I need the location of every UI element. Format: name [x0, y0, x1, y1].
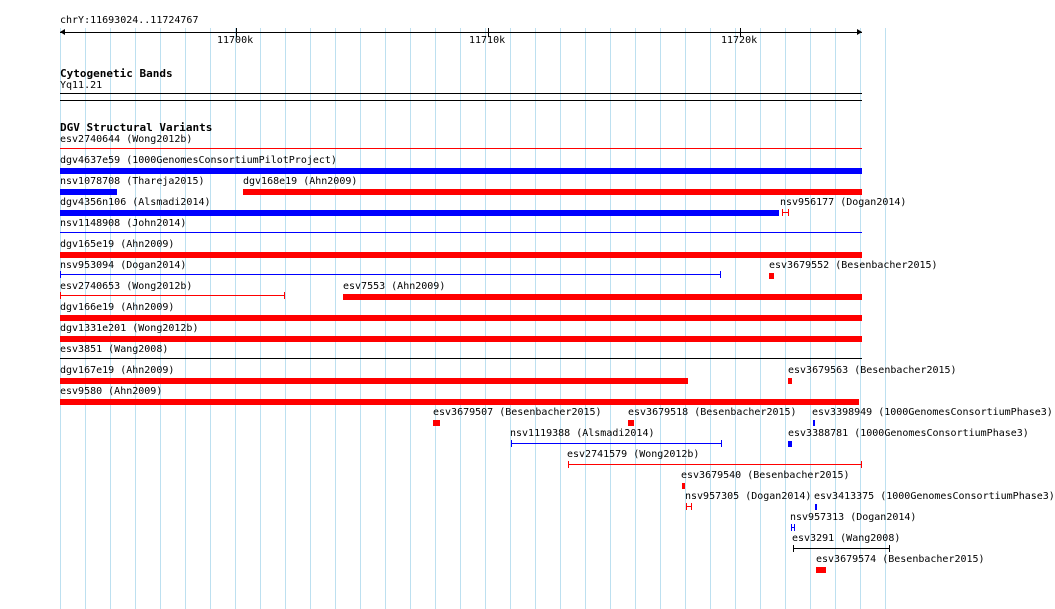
- variant-label[interactable]: esv9580 (Ahn2009): [60, 386, 163, 397]
- variant-label[interactable]: esv3679540 (Besenbacher2015): [681, 470, 850, 481]
- variant-label[interactable]: esv3679507 (Besenbacher2015): [433, 407, 602, 418]
- variant-end-cap: [60, 292, 61, 299]
- variant-label[interactable]: dgv167e19 (Ahn2009): [60, 365, 175, 376]
- variant-glyph[interactable]: [60, 168, 862, 174]
- variant-glyph[interactable]: [816, 567, 826, 573]
- variant-label[interactable]: esv7553 (Ahn2009): [343, 281, 446, 292]
- ruler-left-arrow: [60, 29, 65, 35]
- variant-label[interactable]: esv3679574 (Besenbacher2015): [816, 554, 985, 565]
- variant-label[interactable]: dgv1331e201 (Wong2012b): [60, 323, 199, 334]
- variant-glyph[interactable]: [568, 464, 862, 465]
- variant-end-cap: [721, 440, 722, 447]
- variant-label[interactable]: esv2741579 (Wong2012b): [567, 449, 700, 460]
- variant-label[interactable]: nsv1148908 (John2014): [60, 218, 187, 229]
- ruler-tick-label: 11710k: [469, 35, 506, 46]
- variant-glyph[interactable]: [60, 252, 862, 258]
- variant-glyph[interactable]: [815, 504, 817, 510]
- variant-label[interactable]: nsv957305 (Dogan2014): [685, 491, 812, 502]
- variant-glyph[interactable]: [343, 294, 862, 300]
- variant-glyph[interactable]: [60, 274, 721, 275]
- variant-glyph[interactable]: [628, 420, 634, 426]
- variant-glyph[interactable]: [60, 378, 688, 384]
- variant-glyph[interactable]: [60, 189, 117, 195]
- variant-label[interactable]: esv3851 (Wang2008): [60, 344, 169, 355]
- variant-glyph[interactable]: [60, 210, 779, 216]
- ruler-range-label: chrY:11693024..11724767: [60, 15, 199, 26]
- variant-label[interactable]: esv2740644 (Wong2012b): [60, 134, 193, 145]
- variant-glyph[interactable]: [60, 232, 862, 233]
- variant-label[interactable]: esv3398949 (1000GenomesConsortiumPhase3): [812, 407, 1053, 418]
- variant-label[interactable]: esv3413375 (1000GenomesConsortiumPhase3): [814, 491, 1055, 502]
- variant-end-cap: [793, 545, 794, 552]
- variant-glyph[interactable]: [243, 189, 862, 195]
- ruler-tick-label: 11720k: [721, 35, 758, 46]
- ruler-tick-label: 11700k: [217, 35, 254, 46]
- variant-glyph[interactable]: [60, 399, 859, 405]
- variant-end-cap: [691, 503, 692, 510]
- variant-label[interactable]: dgv165e19 (Ahn2009): [60, 239, 175, 250]
- variant-end-cap: [889, 545, 890, 552]
- variant-label[interactable]: dgv168e19 (Ahn2009): [243, 176, 358, 187]
- variant-end-cap: [782, 209, 783, 216]
- variant-glyph[interactable]: [60, 358, 862, 359]
- variant-glyph[interactable]: [60, 315, 862, 321]
- variant-end-cap: [511, 440, 512, 447]
- variant-end-cap: [861, 461, 862, 468]
- cytoband-band-bottom[interactable]: [60, 100, 862, 101]
- ruler-axis: [60, 32, 862, 33]
- variant-label[interactable]: nsv1078708 (Thareja2015): [60, 176, 205, 187]
- variant-glyph[interactable]: [788, 378, 792, 384]
- cytoband-track-title: Cytogenetic Bands: [60, 67, 173, 80]
- variant-glyph[interactable]: [511, 443, 722, 444]
- variant-end-cap: [794, 524, 795, 531]
- variant-glyph[interactable]: [682, 483, 685, 489]
- variant-label[interactable]: esv3388781 (1000GenomesConsortiumPhase3): [788, 428, 1029, 439]
- variant-glyph[interactable]: [60, 295, 285, 296]
- variant-end-cap: [686, 503, 687, 510]
- variant-end-cap: [568, 461, 569, 468]
- variant-glyph[interactable]: [793, 548, 890, 549]
- cytoband-band-top[interactable]: [60, 93, 862, 94]
- variant-end-cap: [720, 271, 721, 278]
- variant-label[interactable]: esv3679552 (Besenbacher2015): [769, 260, 938, 271]
- variant-end-cap: [788, 209, 789, 216]
- variant-label[interactable]: nsv1119388 (Alsmadi2014): [510, 428, 655, 439]
- variant-label[interactable]: nsv956177 (Dogan2014): [780, 197, 907, 208]
- variant-glyph[interactable]: [60, 148, 862, 149]
- variant-label[interactable]: esv3679563 (Besenbacher2015): [788, 365, 957, 376]
- variant-glyph[interactable]: [60, 336, 862, 342]
- variant-glyph[interactable]: [769, 273, 774, 279]
- variant-label[interactable]: esv3679518 (Besenbacher2015): [628, 407, 797, 418]
- variant-end-cap: [60, 271, 61, 278]
- variant-label[interactable]: dgv166e19 (Ahn2009): [60, 302, 175, 313]
- variant-end-cap: [284, 292, 285, 299]
- ruler-right-arrow: [857, 29, 862, 35]
- dgv-track-title: DGV Structural Variants: [60, 121, 213, 134]
- variant-glyph[interactable]: [813, 420, 815, 426]
- variant-label[interactable]: esv2740653 (Wong2012b): [60, 281, 193, 292]
- variant-label[interactable]: nsv953094 (Dogan2014): [60, 260, 187, 271]
- variant-label[interactable]: dgv4637e59 (1000GenomesConsortiumPilotProject): [60, 155, 337, 166]
- variant-label[interactable]: nsv957313 (Dogan2014): [790, 512, 917, 523]
- cytoband-label: Yq11.21: [60, 80, 103, 91]
- variant-label[interactable]: dgv4356n106 (Alsmadi2014): [60, 197, 211, 208]
- variant-glyph[interactable]: [788, 441, 792, 447]
- variant-label[interactable]: esv3291 (Wang2008): [792, 533, 901, 544]
- variant-end-cap: [791, 524, 792, 531]
- variant-glyph[interactable]: [433, 420, 440, 426]
